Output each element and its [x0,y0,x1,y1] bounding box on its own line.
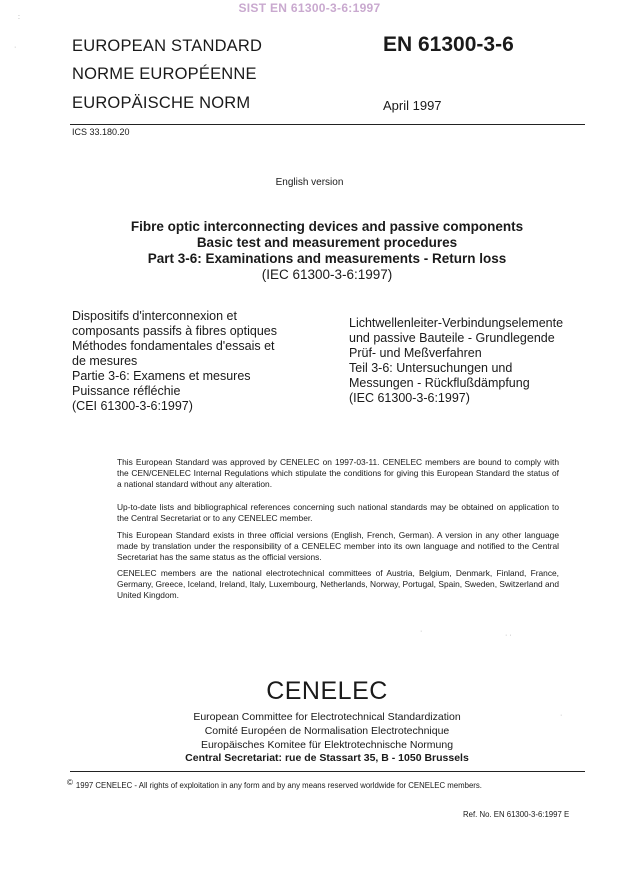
french-title-line: de mesures [72,354,138,368]
french-title-line: (CEI 61300-3-6:1997) [72,399,193,413]
german-title-line: Lichtwellenleiter-Verbindungselemente [349,316,564,330]
header-norme-europeenne: NORME EUROPÉENNE [72,65,257,83]
title-line-4: (IEC 61300-3-6:1997) [261,267,393,282]
language-version: English version [275,177,344,188]
scan-speck: : [18,14,20,21]
header-europaische-norm: EUROPÄISCHE NORM [72,94,251,112]
german-title-line: Prüf- und Meßverfahren [349,346,482,360]
scan-speck: · · [505,632,512,639]
document-number: EN 61300-3-6 [383,33,514,56]
header-divider [70,124,585,125]
central-secretariat-address: Central Secretariat: rue de Stassart 35, B - 1050 Brussels [185,752,469,764]
french-title-line: Méthodes fondamentales d'essais et [72,339,275,353]
french-title-line: composants passifs à fibres optiques [72,324,277,338]
publication-date: April 1997 [383,98,442,113]
scan-speck: · [420,628,423,635]
references-paragraph: Up-to-date lists and bibliographical references concerning such national standards may be obtained on application to the Central Secretariat or to any CENELEC member. [117,502,559,523]
copyright-symbol: © [67,778,73,787]
scan-speck: · [14,44,17,51]
header-european-standard: EUROPEAN STANDARD [72,37,263,55]
members-paragraph: CENELEC members are the national electrotechnical committees of Austria, Belgium, Denmark, Finland, France, Germany, Greece, Iceland, Ireland, Italy, Luxembourg, Netherlands, Norway, Portugal, Spain, Sweden, Switzerland and United Kingdom. [117,568,559,600]
title-line-1: Fibre optic interconnecting devices and passive components [130,219,524,234]
german-title-line: (IEC 61300-3-6:1997) [349,391,470,405]
approval-paragraph: This European Standard was approved by CENELEC on 1997-03-11. CENELEC members are bound to comply with the CEN/CENELEC Internal Regulations which stipulate the conditions for giving this European Standard the status of a national standard without any alteration. [117,457,559,489]
watermark: SIST EN 61300-3-6:1997 [238,1,381,15]
org-name-french: Comité Européen de Normalisation Electrotechnique [204,725,450,737]
german-title-line: und passive Bauteile - Grundlegende [349,331,555,345]
german-title-line: Messungen - Rückflußdämpfung [349,376,530,390]
title-line-2: Basic test and measurement procedures [196,235,458,250]
reference-number: Ref. No. EN 61300-3-6:1997 E [463,810,570,819]
french-title-line: Partie 3-6: Examens et mesures [72,369,251,383]
versions-paragraph: This European Standard exists in three official versions (English, French, German). A version in any other language made by translation under the responsibility of a CENELEC member into its own language and notified to the Central Secretariat has the same status as the official versions. [117,530,559,562]
cenelec-logo-text: CENELEC [266,677,388,705]
title-line-3: Part 3-6: Examinations and measurements - Return loss [147,251,507,266]
scan-speck: · [560,712,563,719]
copyright-text: 1997 CENELEC - All rights of exploitation in any form and by any means reserved worldwide for CENELEC members. [75,781,482,790]
copyright-notice [67,778,482,790]
ics-code: ICS 33.180.20 [72,127,130,137]
german-title-line: Teil 3-6: Untersuchungen und [349,361,513,375]
french-title-line: Dispositifs d'interconnexion et [72,309,237,323]
org-name-english: European Committee for Electrotechnical Standardization [193,711,461,723]
org-name-german: Europäisches Komitee für Elektrotechnische Normung [200,739,454,751]
french-title-line: Puissance réfléchie [72,384,181,398]
footer-divider [70,771,585,772]
